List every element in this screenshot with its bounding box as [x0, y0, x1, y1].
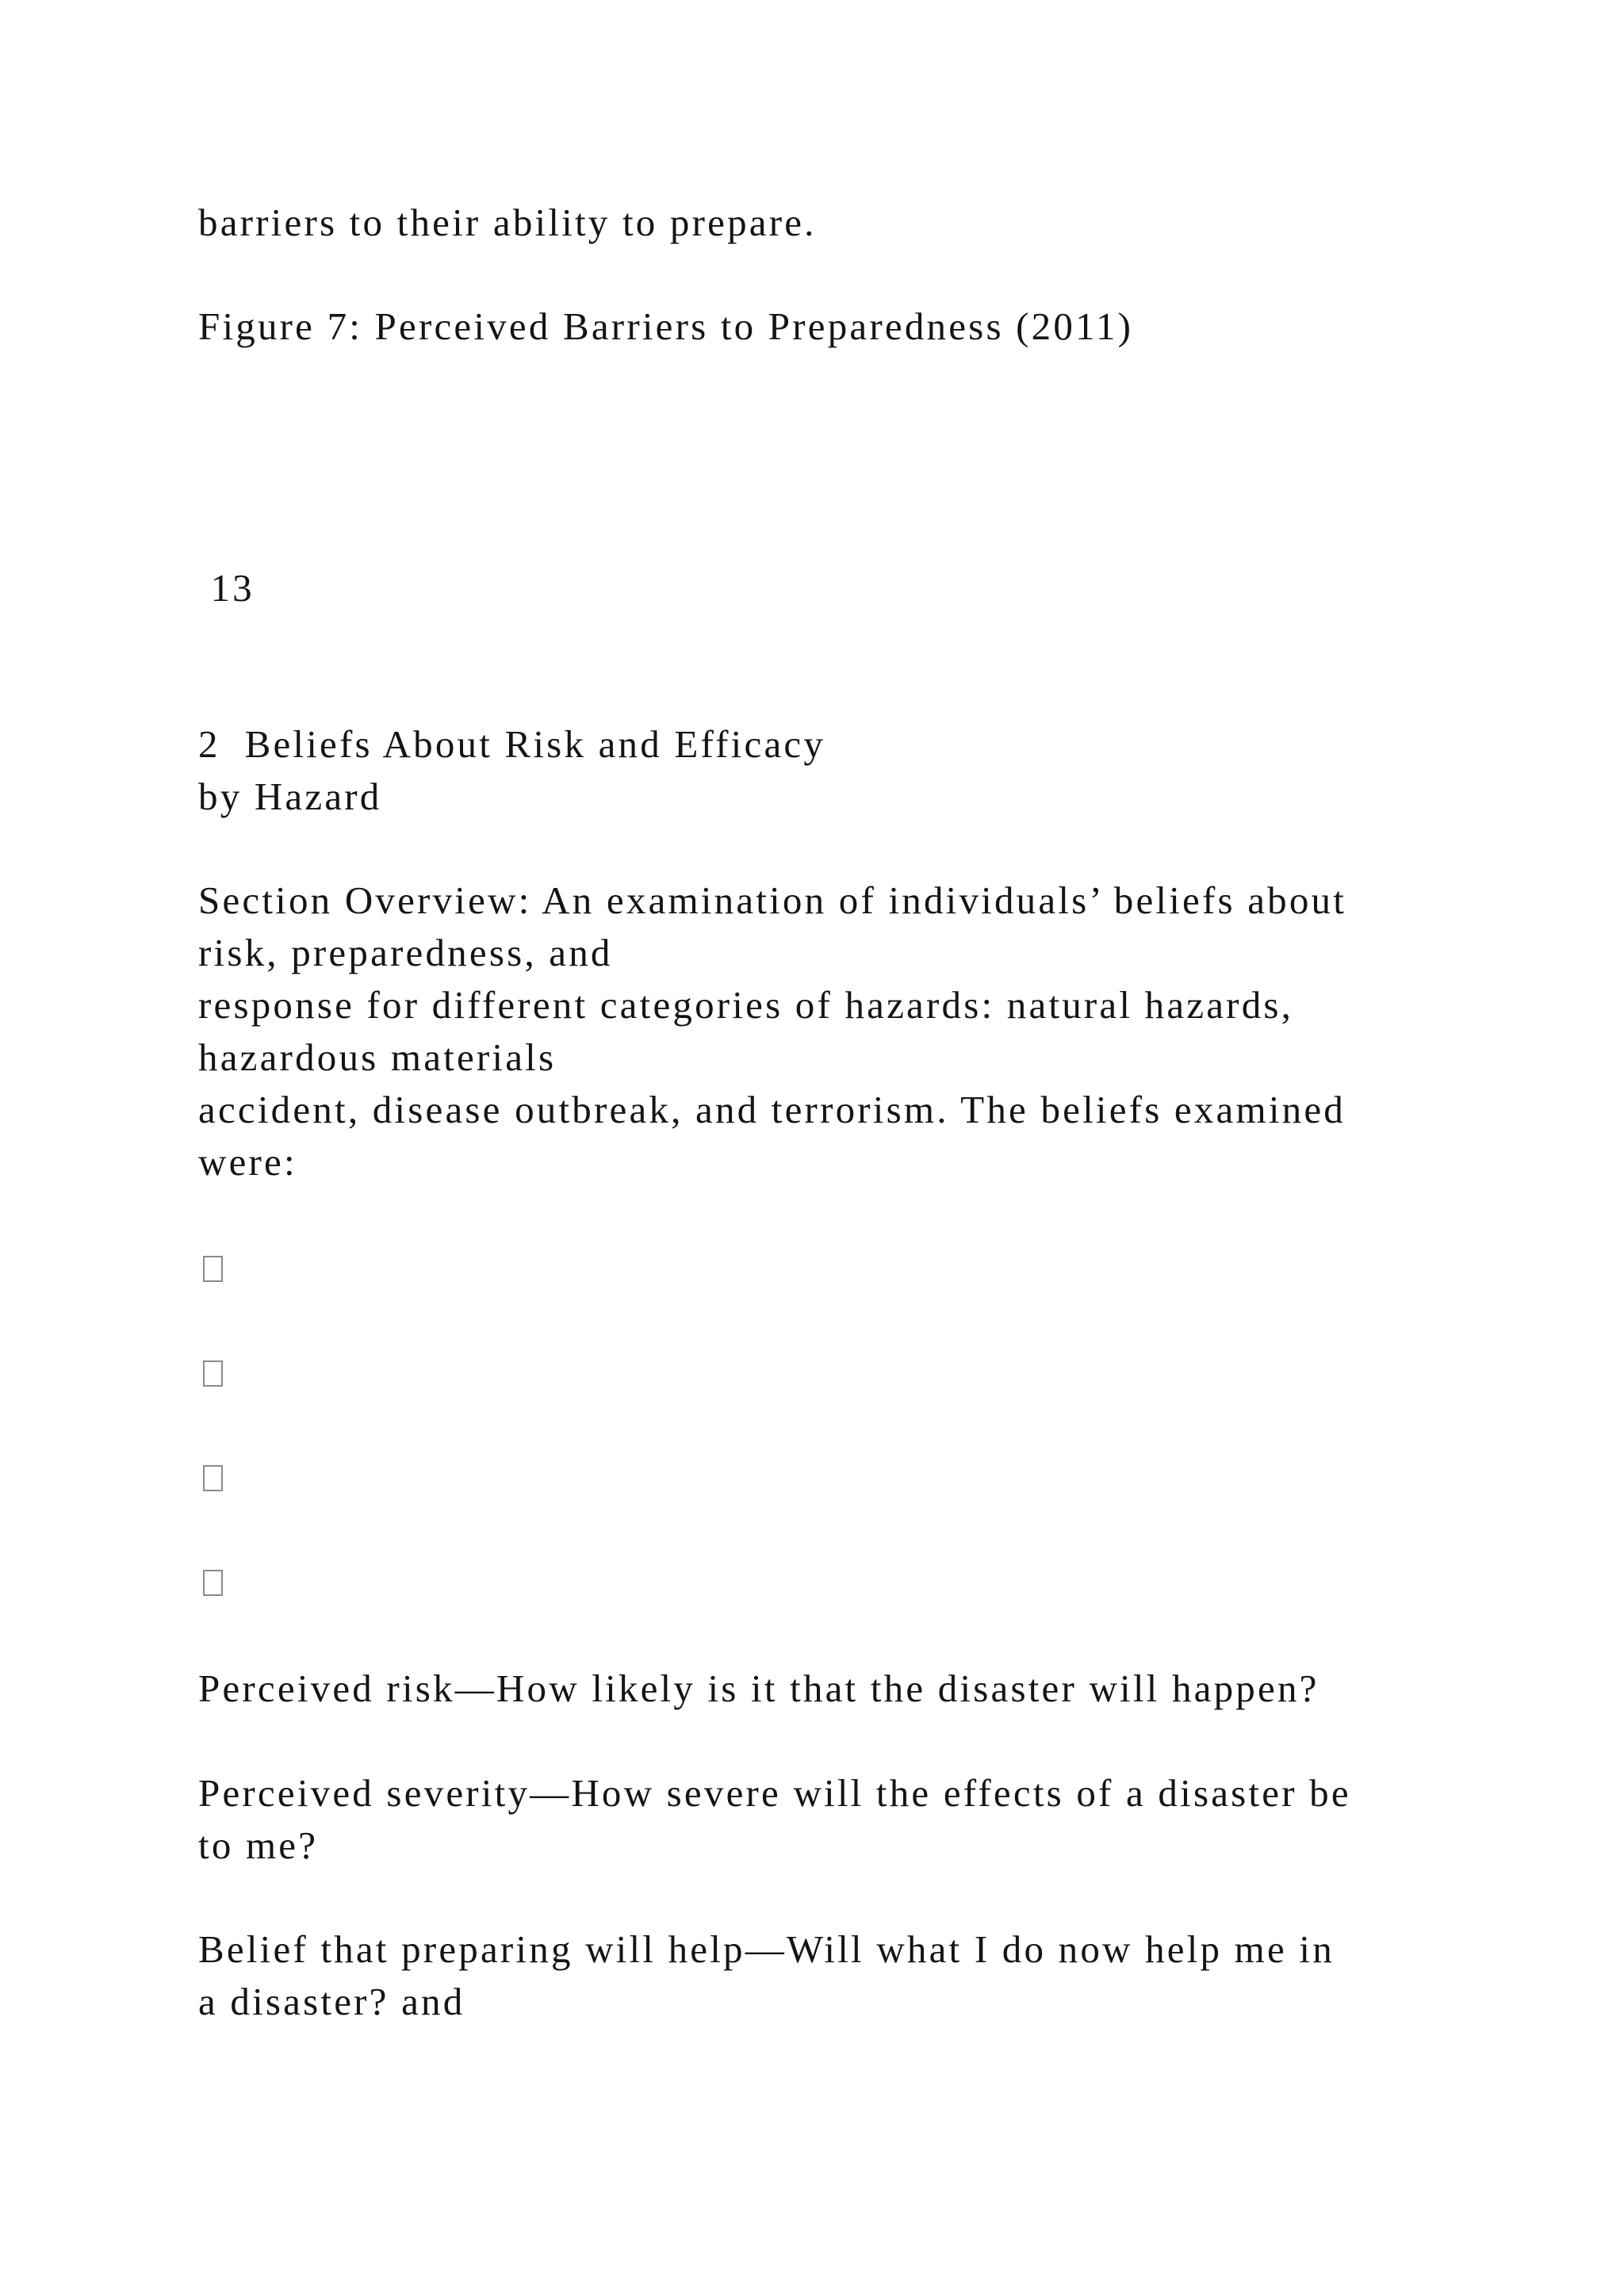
missing-glyph-bullet-icon — [203, 1360, 223, 1387]
overview-line: risk, preparedness, and — [198, 931, 613, 974]
page-number: 13 — [198, 566, 255, 610]
belief-item-severity-continued: to me? — [198, 1823, 319, 1867]
missing-glyph-bullet-icon — [203, 1570, 223, 1596]
overview-line: accident, disease outbreak, and terrorism. The beliefs examined — [198, 1088, 1346, 1131]
text-line: barriers to their ability to prepare. — [198, 201, 817, 244]
overview-line: response for different categories of hazards: natural hazards, — [198, 983, 1294, 1027]
belief-item-severity: Perceived severity—How severe will the effects of a disaster be — [198, 1771, 1351, 1815]
missing-glyph-bullet-icon — [203, 1256, 223, 1282]
overview-line: were: — [198, 1140, 297, 1184]
belief-item-efficacy: Belief that preparing will help—Will what I do now help me in — [198, 1927, 1335, 1971]
belief-item-efficacy-continued: a disaster? and — [198, 1980, 465, 2023]
overview-line: Section Overview: An examination of individuals’ beliefs about — [198, 878, 1347, 922]
section-heading-continued: by Hazard — [198, 775, 382, 818]
belief-item-risk: Perceived risk—How likely is it that the disaster will happen? — [198, 1667, 1320, 1710]
section-heading: 2 Beliefs About Risk and Efficacy — [198, 722, 826, 766]
overview-line: hazardous materials — [198, 1035, 557, 1079]
figure-caption: Figure 7: Perceived Barriers to Preparedness (2011) — [198, 304, 1134, 348]
missing-glyph-bullet-icon — [203, 1465, 223, 1491]
